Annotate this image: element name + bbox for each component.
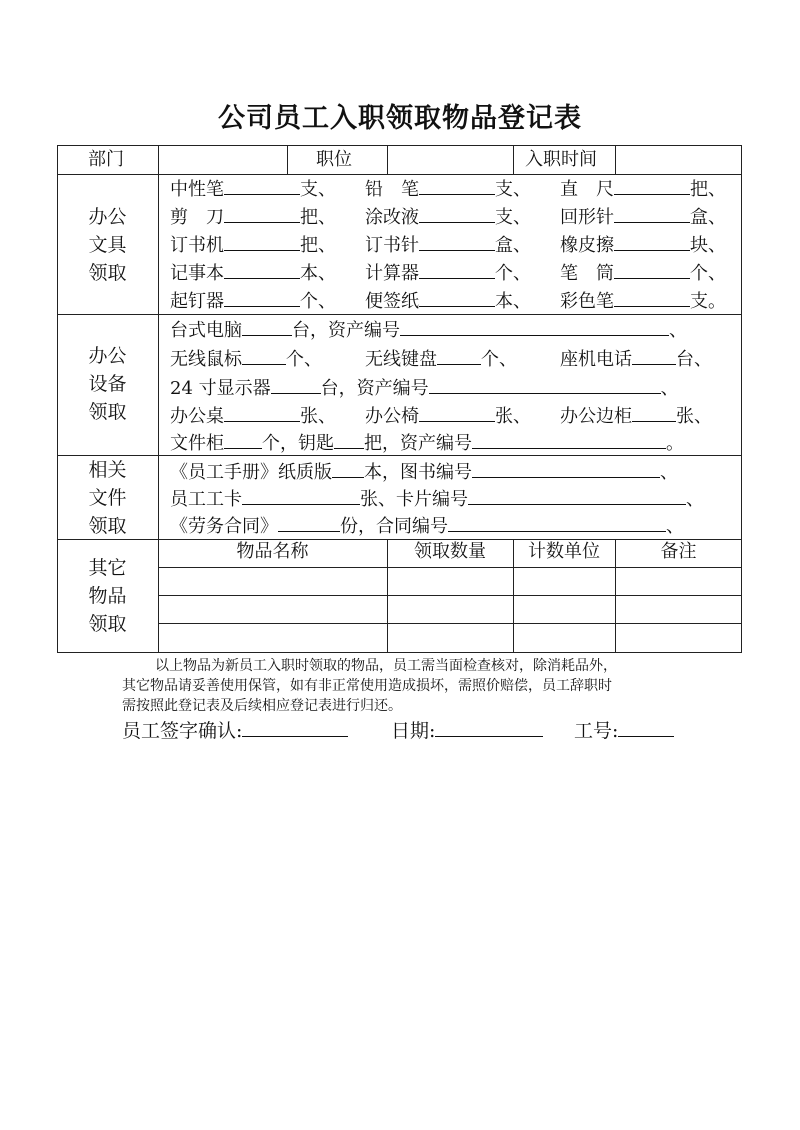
equipment-row (170, 317, 687, 343)
item-label: 回形针 (560, 207, 614, 228)
item-unit: 把、 (300, 207, 336, 228)
item-unit: 、 (660, 378, 679, 399)
quantity-field[interactable] (419, 232, 495, 251)
note-line: 需按照此登记表及后续相应登记表进行归还。 (122, 698, 402, 714)
supply-item (365, 176, 531, 202)
label-line: 领取 (88, 262, 127, 284)
blank-field[interactable] (224, 430, 262, 449)
employee-id-field[interactable] (618, 718, 674, 737)
item-unit: 支、 (495, 207, 531, 228)
item-label: 《员工手册》纸质版 (170, 462, 332, 483)
item-unit: 把、 (690, 179, 726, 200)
item-unit: 本，图书编号 (364, 462, 472, 483)
column-header-remarks: 备注 (660, 541, 697, 562)
column-header-quantity: 领取数量 (414, 541, 486, 562)
item-label: 无线鼠标 (170, 349, 242, 370)
label-line: 领取 (88, 515, 127, 537)
related-docs-label (57, 456, 158, 540)
item-label: 办公边柜 (560, 406, 632, 427)
item-unit: 。 (666, 433, 684, 454)
item-label: 彩色笔 (560, 291, 614, 312)
item-label: 文件柜 (170, 433, 224, 454)
divider (287, 145, 288, 174)
supply-item (365, 232, 531, 258)
item-unit: 把，资产编号 (364, 433, 472, 454)
dept-label: 部门 (88, 149, 124, 170)
divider (387, 145, 388, 174)
equipment-cell (170, 346, 322, 372)
item-unit: 盒、 (495, 235, 531, 256)
label-line: 办公 (88, 206, 127, 228)
label-line: 物品 (88, 585, 127, 607)
divider (513, 145, 514, 174)
note-line: 以上物品为新员工入职时领取的物品，员工需当面检查核对，除消耗品外， (155, 658, 617, 674)
supply-item (560, 288, 726, 314)
item-label: 订书机 (170, 235, 224, 256)
blank-field[interactable] (437, 346, 481, 365)
item-label: 无线键盘 (365, 349, 437, 370)
dept-field[interactable] (160, 147, 286, 173)
supply-item (560, 232, 726, 258)
supply-item (365, 204, 531, 230)
equipment-cell (365, 346, 517, 372)
item-unit: 、 (660, 462, 678, 483)
item-label: 记事本 (170, 263, 224, 284)
divider (158, 595, 742, 596)
item-unit: 个，钥匙 (262, 433, 334, 454)
divider (57, 174, 742, 175)
label-line: 设备 (88, 373, 127, 395)
asset-number-field[interactable] (429, 375, 661, 394)
asset-number-field[interactable] (472, 430, 666, 449)
item-unit: 张、 (676, 406, 712, 427)
position-field[interactable] (389, 147, 512, 173)
equipment-row (170, 430, 684, 456)
label-line: 领取 (88, 401, 127, 423)
divider (615, 145, 616, 174)
blank-field[interactable] (419, 403, 495, 422)
quantity-field[interactable] (224, 204, 300, 223)
blank-field[interactable] (332, 459, 364, 478)
hire-date-field[interactable] (617, 147, 741, 173)
signature-label: 员工签字确认: (122, 720, 243, 742)
equipment-cell (560, 346, 712, 372)
column-header-unit: 计数单位 (528, 541, 600, 562)
item-label: 24 寸显示器 (170, 378, 271, 399)
office-equipment-label (57, 342, 158, 426)
supply-item (560, 204, 726, 230)
quantity-field[interactable] (419, 176, 495, 195)
date-field[interactable] (435, 718, 543, 737)
note-line: 其它物品请妥善使用保管，如有非正常使用造成损坏，需照价赔偿，员工辞职时 (122, 678, 612, 694)
item-label: 订书针 (365, 235, 419, 256)
docs-row (170, 513, 684, 539)
item-label: 涂改液 (365, 207, 419, 228)
supply-item (560, 176, 726, 202)
quantity-field[interactable] (614, 260, 690, 279)
divider (57, 314, 742, 315)
item-unit: 个、 (495, 263, 531, 284)
column-header-item-name: 物品名称 (236, 541, 309, 562)
asset-number-field[interactable] (400, 317, 669, 336)
item-label: 剪 刀 (170, 207, 224, 228)
item-unit: 本、 (300, 263, 336, 284)
item-unit: 、 (686, 489, 704, 510)
supply-item (170, 176, 336, 202)
card-number-field[interactable] (468, 486, 686, 505)
item-unit: 把、 (300, 235, 336, 256)
item-label: 座机电话 (560, 349, 632, 370)
quantity-field[interactable] (224, 260, 300, 279)
contract-number-field[interactable] (448, 513, 666, 532)
docs-row (170, 459, 678, 485)
position-label: 职位 (316, 149, 352, 170)
item-unit: 台，资产编号 (320, 378, 429, 399)
item-label: 台式电脑 (170, 320, 242, 341)
divider (158, 145, 159, 653)
item-unit: 块、 (690, 235, 726, 256)
date-label: 日期: (391, 720, 436, 742)
divider (158, 567, 742, 568)
blank-field[interactable] (271, 375, 321, 394)
item-label: 办公桌 (170, 406, 224, 427)
item-unit: 张、 (300, 406, 336, 427)
item-label: 橡皮擦 (560, 235, 614, 256)
blank-field[interactable] (278, 513, 340, 532)
blank-field[interactable] (242, 317, 292, 336)
label-line: 办公 (88, 345, 127, 367)
quantity-field[interactable] (224, 288, 300, 307)
item-unit: 台、 (676, 349, 712, 370)
item-unit: 盒、 (690, 207, 726, 228)
item-unit: 份，合同编号 (340, 516, 448, 537)
supply-item (170, 260, 336, 286)
item-unit: 张、卡片编号 (360, 489, 468, 510)
equipment-cell (170, 403, 336, 429)
item-unit: 本、 (495, 291, 531, 312)
quantity-field[interactable] (419, 204, 495, 223)
item-unit: 个、 (286, 349, 322, 370)
employee-id (574, 718, 674, 744)
item-label: 员工工卡 (170, 489, 242, 510)
supply-item (365, 260, 531, 286)
employee-id-label: 工号: (574, 720, 619, 742)
label-line: 文具 (88, 234, 127, 256)
item-unit: 张、 (495, 406, 531, 427)
hire-date-label: 入职时间 (525, 149, 597, 170)
label-line: 领取 (88, 613, 127, 635)
office-supplies-label (57, 203, 158, 287)
supply-item (170, 232, 336, 258)
blank-field[interactable] (632, 346, 676, 365)
item-label: 计算器 (365, 263, 419, 284)
quantity-field[interactable] (224, 232, 300, 251)
item-unit: 支、 (300, 179, 336, 200)
docs-row (170, 486, 704, 512)
item-label: 笔 筒 (560, 263, 614, 284)
supply-item (560, 260, 726, 286)
blank-field[interactable] (632, 403, 676, 422)
item-label: 中性笔 (170, 179, 224, 200)
blank-field[interactable] (242, 346, 286, 365)
sign-date (391, 718, 543, 744)
item-label: 《劳务合同》 (170, 516, 278, 537)
supply-item (170, 288, 336, 314)
quantity-field[interactable] (614, 288, 690, 307)
book-number-field[interactable] (472, 459, 660, 478)
blank-field[interactable] (242, 486, 360, 505)
quantity-field[interactable] (614, 204, 690, 223)
blank-field[interactable] (334, 430, 364, 449)
blank-field[interactable] (224, 403, 300, 422)
item-unit: 支、 (495, 179, 531, 200)
quantity-field[interactable] (224, 176, 300, 195)
equipment-cell (560, 403, 712, 429)
item-label: 办公椅 (365, 406, 419, 427)
other-items-label (57, 554, 158, 638)
item-unit: 、 (666, 516, 684, 537)
item-unit: 个、 (481, 349, 517, 370)
label-line: 文件 (88, 487, 127, 509)
quantity-field[interactable] (614, 232, 690, 251)
divider (158, 623, 742, 624)
item-label: 铅 笔 (365, 179, 419, 200)
item-unit: 支。 (690, 291, 726, 312)
item-label: 便签纸 (365, 291, 419, 312)
item-label: 直 尺 (560, 179, 614, 200)
employee-signature (122, 718, 348, 744)
quantity-field[interactable] (419, 260, 495, 279)
equipment-row (170, 375, 679, 401)
quantity-field[interactable] (614, 176, 690, 195)
signature-field[interactable] (242, 718, 348, 737)
quantity-field[interactable] (419, 288, 495, 307)
supply-item (365, 288, 531, 314)
page-title: 公司员工入职领取物品登记表 (218, 103, 582, 134)
item-unit: 、 (669, 320, 687, 341)
label-line: 相关 (88, 459, 127, 481)
item-unit: 台，资产编号 (292, 320, 400, 341)
supply-item (170, 204, 336, 230)
label-line: 其它 (88, 557, 127, 579)
item-unit: 个、 (300, 291, 336, 312)
item-label: 起钉器 (170, 291, 224, 312)
item-unit: 个、 (690, 263, 726, 284)
equipment-cell (365, 403, 531, 429)
